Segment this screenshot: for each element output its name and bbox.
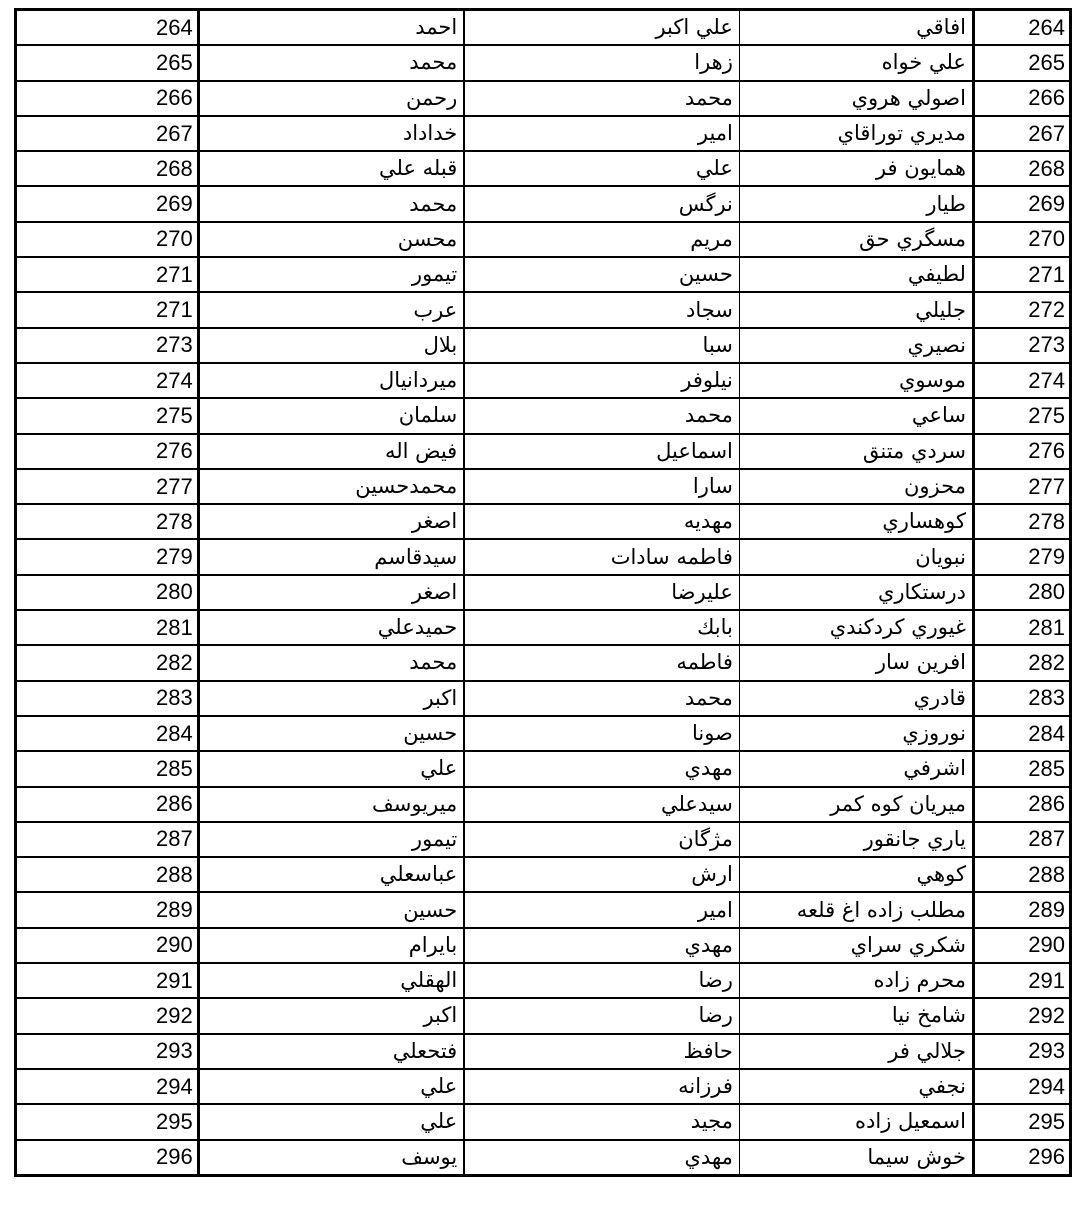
reference-number-cell: 296 xyxy=(16,1140,199,1176)
row-number-cell: 274 xyxy=(973,363,1070,398)
father-name-cell: عرب xyxy=(198,292,464,327)
first-name-cell: علي اكبر xyxy=(464,10,739,46)
reference-number-cell: 283 xyxy=(16,681,199,716)
table-row xyxy=(16,681,1071,716)
surname-cell: كوهي xyxy=(739,857,973,892)
surname-cell: خوش سيما xyxy=(739,1140,973,1176)
first-name-cell: سيدعلي xyxy=(464,787,739,822)
row-number-cell: 282 xyxy=(973,645,1070,680)
father-name-cell: علي xyxy=(198,1069,464,1104)
table-row xyxy=(16,1069,1071,1104)
surname-cell: موسوي xyxy=(739,363,973,398)
first-name-cell: رضا xyxy=(464,998,739,1033)
surname-cell: نوروزي xyxy=(739,716,973,751)
row-number-cell: 296 xyxy=(973,1140,1070,1176)
reference-number-cell: 287 xyxy=(16,822,199,857)
table-row xyxy=(16,787,1071,822)
first-name-cell: اسماعيل xyxy=(464,434,739,469)
reference-number-cell: 271 xyxy=(16,292,199,327)
first-name-cell: مژگان xyxy=(464,822,739,857)
first-name-cell: مهدي xyxy=(464,751,739,786)
father-name-cell: الهقلي xyxy=(198,963,464,998)
row-number-cell: 269 xyxy=(973,186,1070,221)
first-name-cell: امير xyxy=(464,116,739,151)
surname-cell: نجفي xyxy=(739,1069,973,1104)
table-row xyxy=(16,292,1071,327)
father-name-cell: محمد xyxy=(198,186,464,221)
table-row xyxy=(16,10,1071,46)
row-number-cell: 267 xyxy=(973,116,1070,151)
father-name-cell: عباسعلي xyxy=(198,857,464,892)
reference-number-cell: 278 xyxy=(16,504,199,539)
reference-number-cell: 281 xyxy=(16,610,199,645)
row-number-cell: 290 xyxy=(973,928,1070,963)
table-row xyxy=(16,610,1071,645)
row-number-cell: 276 xyxy=(973,434,1070,469)
father-name-cell: حسين xyxy=(198,892,464,927)
father-name-cell: محسن xyxy=(198,222,464,257)
row-number-cell: 279 xyxy=(973,539,1070,574)
first-name-cell: محمد xyxy=(464,81,739,116)
surname-cell: همايون فر xyxy=(739,151,973,186)
reference-number-cell: 268 xyxy=(16,151,199,186)
surname-cell: ساعي xyxy=(739,398,973,433)
row-number-cell: 264 xyxy=(973,10,1070,46)
father-name-cell: محمد xyxy=(198,645,464,680)
surname-cell: ياري جانقور xyxy=(739,822,973,857)
father-name-cell: تيمور xyxy=(198,257,464,292)
table-row xyxy=(16,222,1071,257)
table-row xyxy=(16,822,1071,857)
reference-number-cell: 288 xyxy=(16,857,199,892)
row-number-cell: 288 xyxy=(973,857,1070,892)
reference-number-cell: 289 xyxy=(16,892,199,927)
surname-cell: درستكاري xyxy=(739,575,973,610)
table-row xyxy=(16,434,1071,469)
father-name-cell: اصغر xyxy=(198,575,464,610)
father-name-cell: بايرام xyxy=(198,928,464,963)
father-name-cell: محمدحسين xyxy=(198,469,464,504)
first-name-cell: بابك xyxy=(464,610,739,645)
table-row xyxy=(16,751,1071,786)
reference-number-cell: 294 xyxy=(16,1069,199,1104)
table-row xyxy=(16,469,1071,504)
surname-cell: اصولي هروي xyxy=(739,81,973,116)
first-name-cell: حسين xyxy=(464,257,739,292)
father-name-cell: قبله علي xyxy=(198,151,464,186)
first-name-cell: سبا xyxy=(464,328,739,363)
father-name-cell: فتحعلي xyxy=(198,1034,464,1069)
row-number-cell: 268 xyxy=(973,151,1070,186)
surname-cell: مسگري حق xyxy=(739,222,973,257)
table-row xyxy=(16,892,1071,927)
reference-number-cell: 286 xyxy=(16,787,199,822)
father-name-cell: فيض اله xyxy=(198,434,464,469)
father-name-cell: محمد xyxy=(198,45,464,80)
reference-number-cell: 266 xyxy=(16,81,199,116)
table-row xyxy=(16,928,1071,963)
reference-number-cell: 291 xyxy=(16,963,199,998)
row-number-cell: 285 xyxy=(973,751,1070,786)
first-name-cell: محمد xyxy=(464,681,739,716)
row-number-cell: 287 xyxy=(973,822,1070,857)
table-row xyxy=(16,45,1071,80)
row-number-cell: 293 xyxy=(973,1034,1070,1069)
reference-number-cell: 295 xyxy=(16,1104,199,1139)
surname-cell: شكري سراي xyxy=(739,928,973,963)
reference-number-cell: 292 xyxy=(16,998,199,1033)
first-name-cell: علي xyxy=(464,151,739,186)
surname-cell: نصيري xyxy=(739,328,973,363)
father-name-cell: اكبر xyxy=(198,998,464,1033)
surname-cell: محرم زاده xyxy=(739,963,973,998)
table-row xyxy=(16,1034,1071,1069)
records-table xyxy=(14,8,1072,1177)
reference-number-cell: 273 xyxy=(16,328,199,363)
reference-number-cell: 293 xyxy=(16,1034,199,1069)
row-number-cell: 283 xyxy=(973,681,1070,716)
table-row xyxy=(16,257,1071,292)
first-name-cell: امير xyxy=(464,892,739,927)
first-name-cell: مريم xyxy=(464,222,739,257)
surname-cell: جلالي فر xyxy=(739,1034,973,1069)
father-name-cell: خداداد xyxy=(198,116,464,151)
table-row xyxy=(16,186,1071,221)
first-name-cell: صونا xyxy=(464,716,739,751)
first-name-cell: حافظ xyxy=(464,1034,739,1069)
surname-cell: لطيفي xyxy=(739,257,973,292)
reference-number-cell: 277 xyxy=(16,469,199,504)
reference-number-cell: 282 xyxy=(16,645,199,680)
first-name-cell: ارش xyxy=(464,857,739,892)
reference-number-cell: 284 xyxy=(16,716,199,751)
father-name-cell: علي xyxy=(198,1104,464,1139)
table-row xyxy=(16,963,1071,998)
reference-number-cell: 285 xyxy=(16,751,199,786)
reference-number-cell: 270 xyxy=(16,222,199,257)
row-number-cell: 270 xyxy=(973,222,1070,257)
surname-cell: محزون xyxy=(739,469,973,504)
row-number-cell: 275 xyxy=(973,398,1070,433)
father-name-cell: ميريوسف xyxy=(198,787,464,822)
father-name-cell: تيمور xyxy=(198,822,464,857)
father-name-cell: اكبر xyxy=(198,681,464,716)
surname-cell: كوهساري xyxy=(739,504,973,539)
reference-number-cell: 269 xyxy=(16,186,199,221)
first-name-cell: فاطمه xyxy=(464,645,739,680)
father-name-cell: حميدعلي xyxy=(198,610,464,645)
row-number-cell: 266 xyxy=(973,81,1070,116)
father-name-cell: سلمان xyxy=(198,398,464,433)
reference-number-cell: 265 xyxy=(16,45,199,80)
surname-cell: مطلب زاده اغ قلعه xyxy=(739,892,973,927)
surname-cell: مديري توراقاي xyxy=(739,116,973,151)
surname-cell: اسمعيل زاده xyxy=(739,1104,973,1139)
first-name-cell: سجاد xyxy=(464,292,739,327)
first-name-cell: نرگس xyxy=(464,186,739,221)
row-number-cell: 286 xyxy=(973,787,1070,822)
row-number-cell: 284 xyxy=(973,716,1070,751)
table-row xyxy=(16,998,1071,1033)
row-number-cell: 280 xyxy=(973,575,1070,610)
surname-cell: ميريان كوه كمر xyxy=(739,787,973,822)
table-row xyxy=(16,328,1071,363)
table-row xyxy=(16,1140,1071,1176)
first-name-cell: فرزانه xyxy=(464,1069,739,1104)
table-row xyxy=(16,151,1071,186)
father-name-cell: حسين xyxy=(198,716,464,751)
reference-number-cell: 280 xyxy=(16,575,199,610)
first-name-cell: محمد xyxy=(464,398,739,433)
surname-cell: غيوري كردكندي xyxy=(739,610,973,645)
table-row xyxy=(16,504,1071,539)
surname-cell: قادري xyxy=(739,681,973,716)
table-row xyxy=(16,1104,1071,1139)
first-name-cell: مهديه xyxy=(464,504,739,539)
row-number-cell: 281 xyxy=(973,610,1070,645)
row-number-cell: 271 xyxy=(973,257,1070,292)
table-row xyxy=(16,857,1071,892)
first-name-cell: سارا xyxy=(464,469,739,504)
first-name-cell: زهرا xyxy=(464,45,739,80)
surname-cell: افاقي xyxy=(739,10,973,46)
row-number-cell: 289 xyxy=(973,892,1070,927)
table-row xyxy=(16,116,1071,151)
reference-number-cell: 276 xyxy=(16,434,199,469)
reference-number-cell: 275 xyxy=(16,398,199,433)
surname-cell: طيار xyxy=(739,186,973,221)
row-number-cell: 295 xyxy=(973,1104,1070,1139)
table-row xyxy=(16,363,1071,398)
table-row xyxy=(16,645,1071,680)
records-table-body xyxy=(16,10,1071,1176)
reference-number-cell: 279 xyxy=(16,539,199,574)
row-number-cell: 294 xyxy=(973,1069,1070,1104)
row-number-cell: 278 xyxy=(973,504,1070,539)
table-row xyxy=(16,539,1071,574)
first-name-cell: مهدي xyxy=(464,928,739,963)
first-name-cell: نيلوفر xyxy=(464,363,739,398)
first-name-cell: مهدي xyxy=(464,1140,739,1176)
father-name-cell: اصغر xyxy=(198,504,464,539)
surname-cell: شامخ نيا xyxy=(739,998,973,1033)
father-name-cell: احمد xyxy=(198,10,464,46)
father-name-cell: رحمن xyxy=(198,81,464,116)
surname-cell: اشرفي xyxy=(739,751,973,786)
surname-cell: جليلي xyxy=(739,292,973,327)
surname-cell: سردي متنق xyxy=(739,434,973,469)
row-number-cell: 273 xyxy=(973,328,1070,363)
father-name-cell: ميردانيال xyxy=(198,363,464,398)
table-row xyxy=(16,81,1071,116)
row-number-cell: 277 xyxy=(973,469,1070,504)
row-number-cell: 291 xyxy=(973,963,1070,998)
reference-number-cell: 264 xyxy=(16,10,199,46)
table-row xyxy=(16,398,1071,433)
reference-number-cell: 274 xyxy=(16,363,199,398)
row-number-cell: 272 xyxy=(973,292,1070,327)
table-row xyxy=(16,716,1071,751)
reference-number-cell: 267 xyxy=(16,116,199,151)
surname-cell: علي خواه xyxy=(739,45,973,80)
first-name-cell: مجيد xyxy=(464,1104,739,1139)
surname-cell: نبويان xyxy=(739,539,973,574)
first-name-cell: فاطمه سادات xyxy=(464,539,739,574)
father-name-cell: يوسف xyxy=(198,1140,464,1176)
first-name-cell: عليرضا xyxy=(464,575,739,610)
reference-number-cell: 290 xyxy=(16,928,199,963)
row-number-cell: 292 xyxy=(973,998,1070,1033)
father-name-cell: بلال xyxy=(198,328,464,363)
first-name-cell: رضا xyxy=(464,963,739,998)
father-name-cell: علي xyxy=(198,751,464,786)
father-name-cell: سيدقاسم xyxy=(198,539,464,574)
reference-number-cell: 271 xyxy=(16,257,199,292)
table-row xyxy=(16,575,1071,610)
surname-cell: افرين سار xyxy=(739,645,973,680)
row-number-cell: 265 xyxy=(973,45,1070,80)
